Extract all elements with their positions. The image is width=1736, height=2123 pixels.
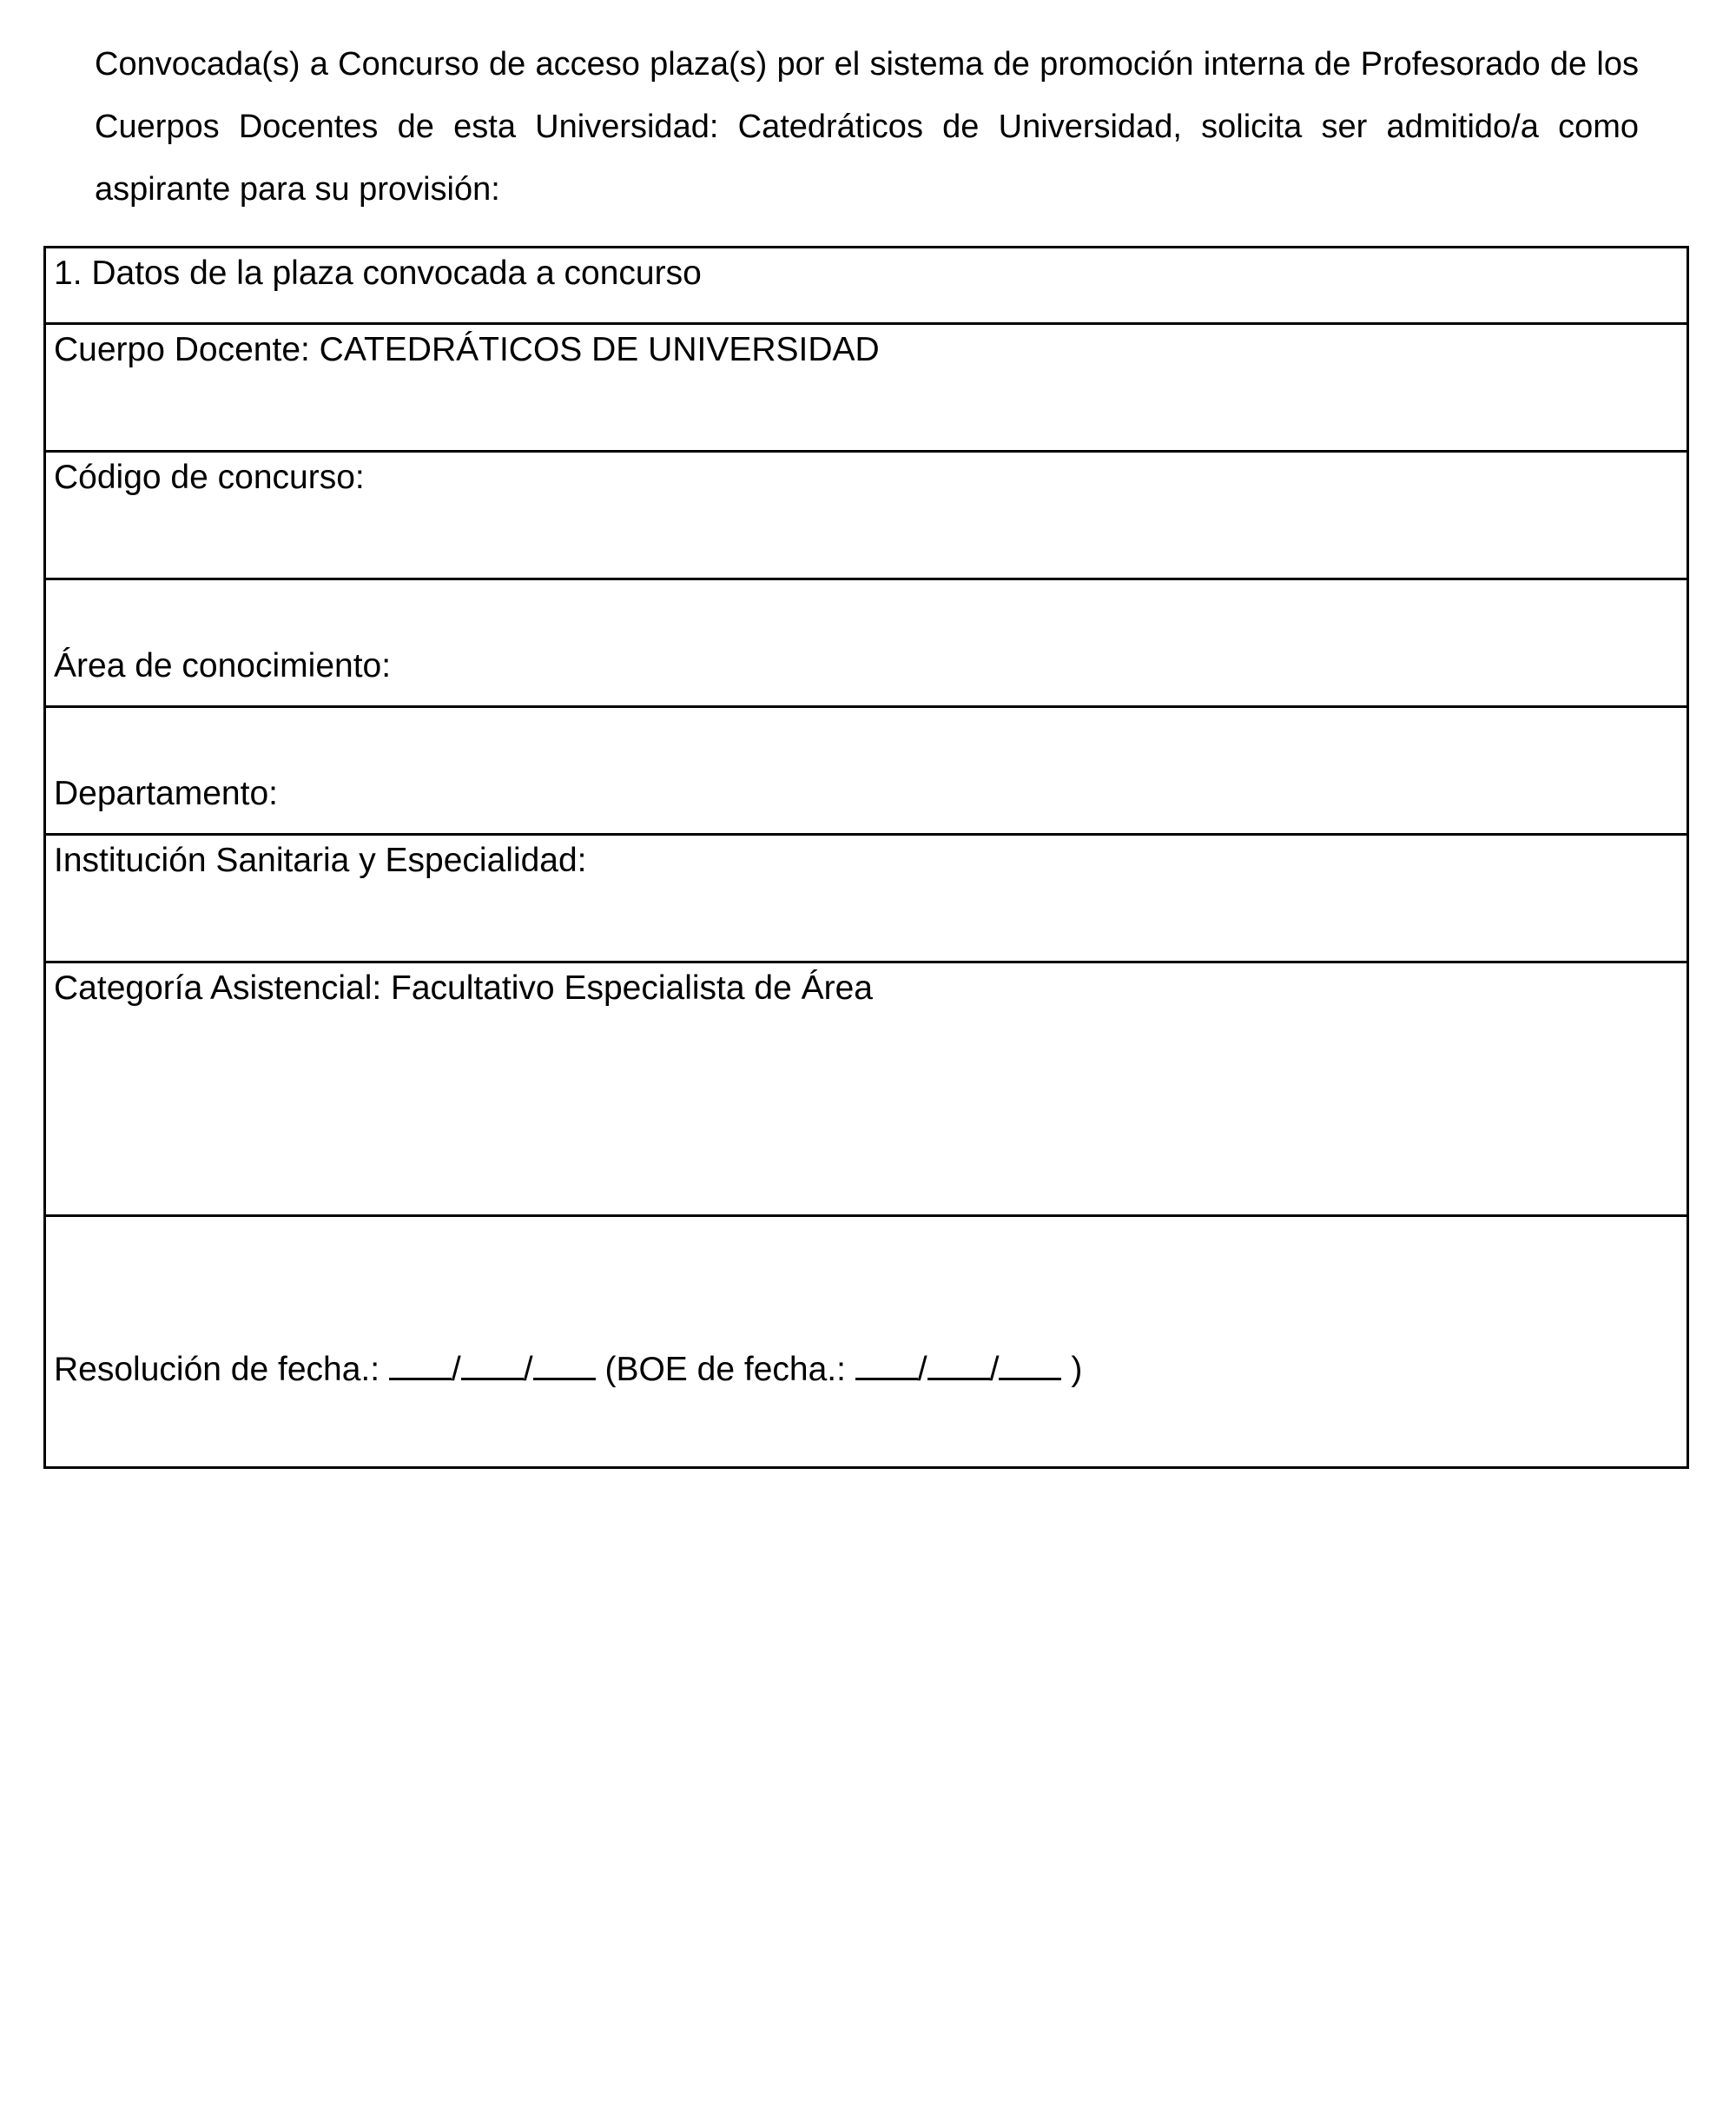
categoria-row	[46, 963, 1686, 1217]
cuerpo-docente-row	[46, 325, 1686, 453]
area-conocimiento-label: Área de conocimiento:	[54, 647, 392, 685]
boe-year-blank[interactable]	[999, 1345, 1061, 1380]
resolucion-line	[54, 1345, 1082, 1390]
date-separator: /	[917, 1351, 927, 1388]
resolucion-month-blank[interactable]	[461, 1345, 524, 1380]
date-separator: /	[451, 1351, 461, 1388]
cuerpo-docente-label: Cuerpo Docente: CATEDRÁTICOS DE UNIVERSIDAD	[54, 331, 880, 368]
institucion-row[interactable]	[46, 836, 1686, 963]
boe-month-blank[interactable]	[927, 1345, 990, 1380]
intro-paragraph: Convocada(s) a Concurso de acceso plaza(s) por el sistema de promoción interna de Profesorado de los Cuerpos Docentes de esta Universidad: Catedráticos de Universidad, solicita ser admitido/a como aspirante para su provisión:	[95, 46, 1639, 208]
categoria-label: Categoría Asistencial: Facultativo Especialista de Área	[54, 969, 873, 1007]
institucion-label: Institución Sanitaria y Especialidad:	[54, 842, 587, 879]
area-conocimiento-row[interactable]	[46, 580, 1686, 708]
date-separator: /	[989, 1351, 1000, 1388]
boe-close-label: )	[1071, 1351, 1083, 1388]
departamento-row[interactable]	[46, 708, 1686, 836]
codigo-concurso-row[interactable]	[46, 453, 1686, 580]
section-title: 1. Datos de la plaza convocada a concurso	[54, 255, 702, 292]
date-separator: /	[523, 1351, 533, 1388]
resolucion-day-blank[interactable]	[389, 1345, 452, 1380]
codigo-concurso-label: Código de concurso:	[54, 459, 365, 496]
boe-open-label: (BOE de fecha.:	[604, 1351, 846, 1388]
plaza-data-table	[43, 246, 1689, 1469]
resolucion-year-blank[interactable]	[533, 1345, 596, 1380]
departamento-label: Departamento:	[54, 775, 278, 812]
section-title-row	[46, 248, 1686, 325]
resolucion-row[interactable]	[46, 1217, 1686, 1466]
boe-day-blank[interactable]	[855, 1345, 918, 1380]
resolucion-label: Resolución de fecha.:	[54, 1351, 380, 1388]
